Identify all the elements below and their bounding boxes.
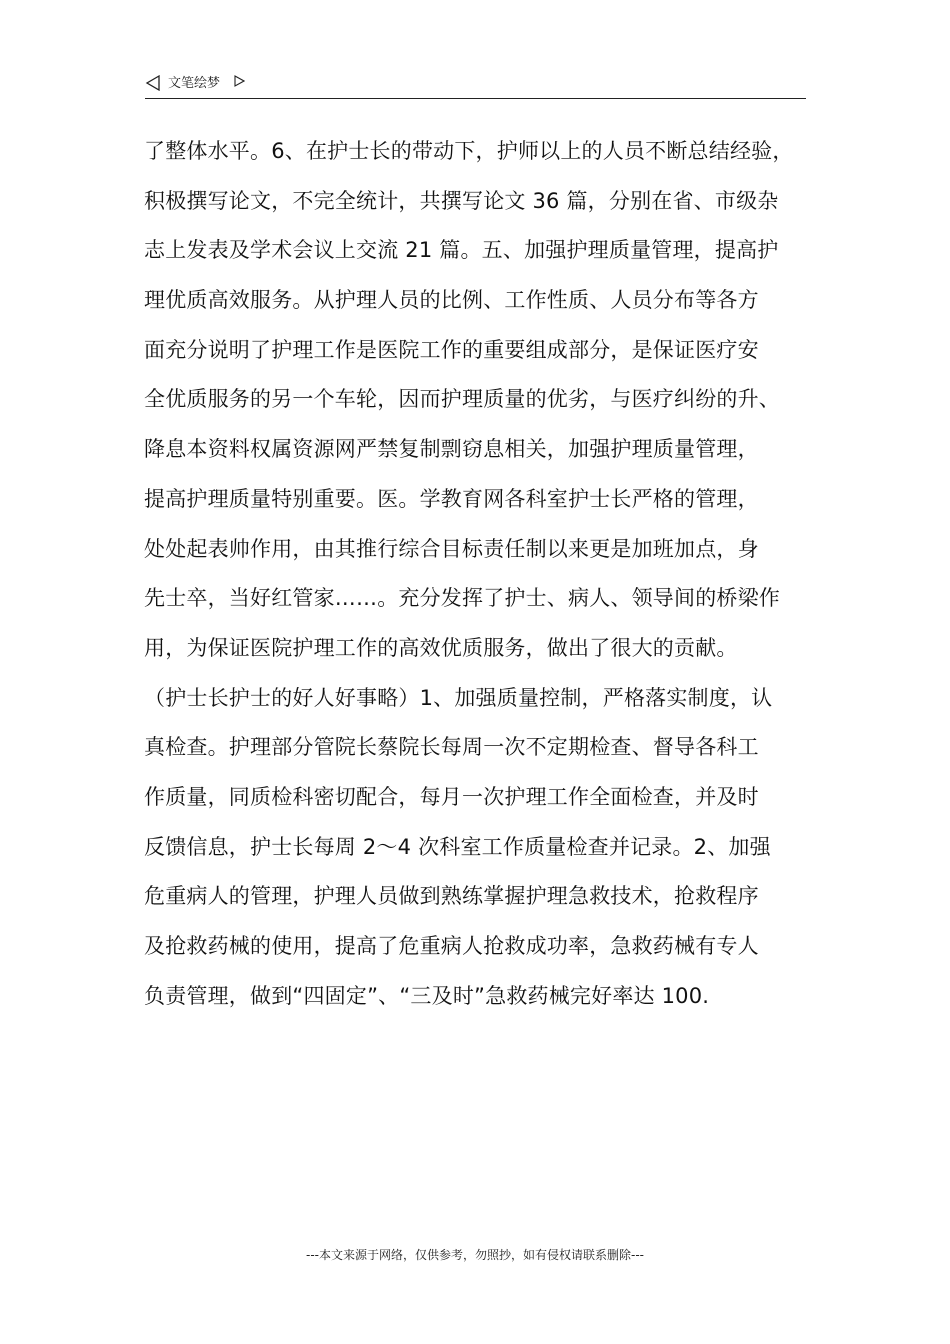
body-line-10: 先士卒，当好红管家……。充分发挥了护士、病人、领导间的桥梁作 bbox=[144, 586, 780, 611]
triangle-left-icon bbox=[145, 75, 161, 91]
body-line-1: 了整体水平。6、在护士长的带动下，护师以上的人员不断总结经验， bbox=[144, 139, 794, 163]
body-line-11: 用，为保证医院护理工作的高效优质服务，做出了很大的贡献。 bbox=[144, 635, 738, 660]
body-line-9: 处处起表帅作用，由其推行综合目标责任制以来更是加班加点，身 bbox=[144, 536, 759, 561]
body-line-12: （护士长护士的好人好事略）1、加强质量控制，严格落实制度，认 bbox=[144, 685, 773, 710]
body-line-4: 理优质高效服务。从护理人员的比例、工作性质、人员分布等各方 bbox=[144, 288, 759, 313]
body-line-7: 降息本资料权属资源网严禁复制剽窃息相关，加强护理质量管理， bbox=[144, 437, 759, 462]
document-body bbox=[144, 127, 814, 1021]
body-line-8: 提高护理质量特别重要。医。学教育网各科室护士长严格的管理， bbox=[144, 486, 759, 511]
body-line-5: 面充分说明了护理工作是医院工作的重要组成部分，是保证医疗安 bbox=[144, 337, 759, 362]
body-line-15: 反馈信息，护士长每周 2～4 次科室工作质量检查并记录。2、加强 bbox=[144, 834, 771, 859]
body-line-6: 全优质服务的另一个车轮，因而护理质量的优劣，与医疗纠纷的升、 bbox=[144, 387, 780, 412]
page-footer: ---本文来源于网络，仅供参考，勿照抄，如有侵权请联系删除--- bbox=[306, 1248, 644, 1262]
body-line-3: 志上发表及学术会议上交流 21 篇。五、加强护理质量管理，提高护 bbox=[144, 238, 779, 263]
header-title: 文笔绘梦 bbox=[168, 76, 221, 91]
body-line-13: 真检查。护理部分管院长蔡院长每周一次不定期检查、督导各科工 bbox=[144, 735, 759, 760]
body-line-17: 及抢救药械的使用，提高了危重病人抢救成功率，急救药械有专人 bbox=[144, 934, 759, 958]
body-line-2: 积极撰写论文，不完全统计，共撰写论文 36 篇，分别在省、市级杂 bbox=[144, 188, 779, 213]
page-header bbox=[145, 72, 806, 99]
body-line-18: 负责管理，做到“四固定”、“三及时”急救药械完好率达 100. bbox=[144, 983, 710, 1008]
body-line-16: 危重病人的管理，护理人员做到熟练掌握护理急救技术，抢救程序 bbox=[144, 884, 759, 909]
triangle-right-icon bbox=[233, 75, 245, 87]
body-line-14: 作质量，同质检科密切配合，每月一次护理工作全面检查，并及时 bbox=[144, 784, 759, 809]
